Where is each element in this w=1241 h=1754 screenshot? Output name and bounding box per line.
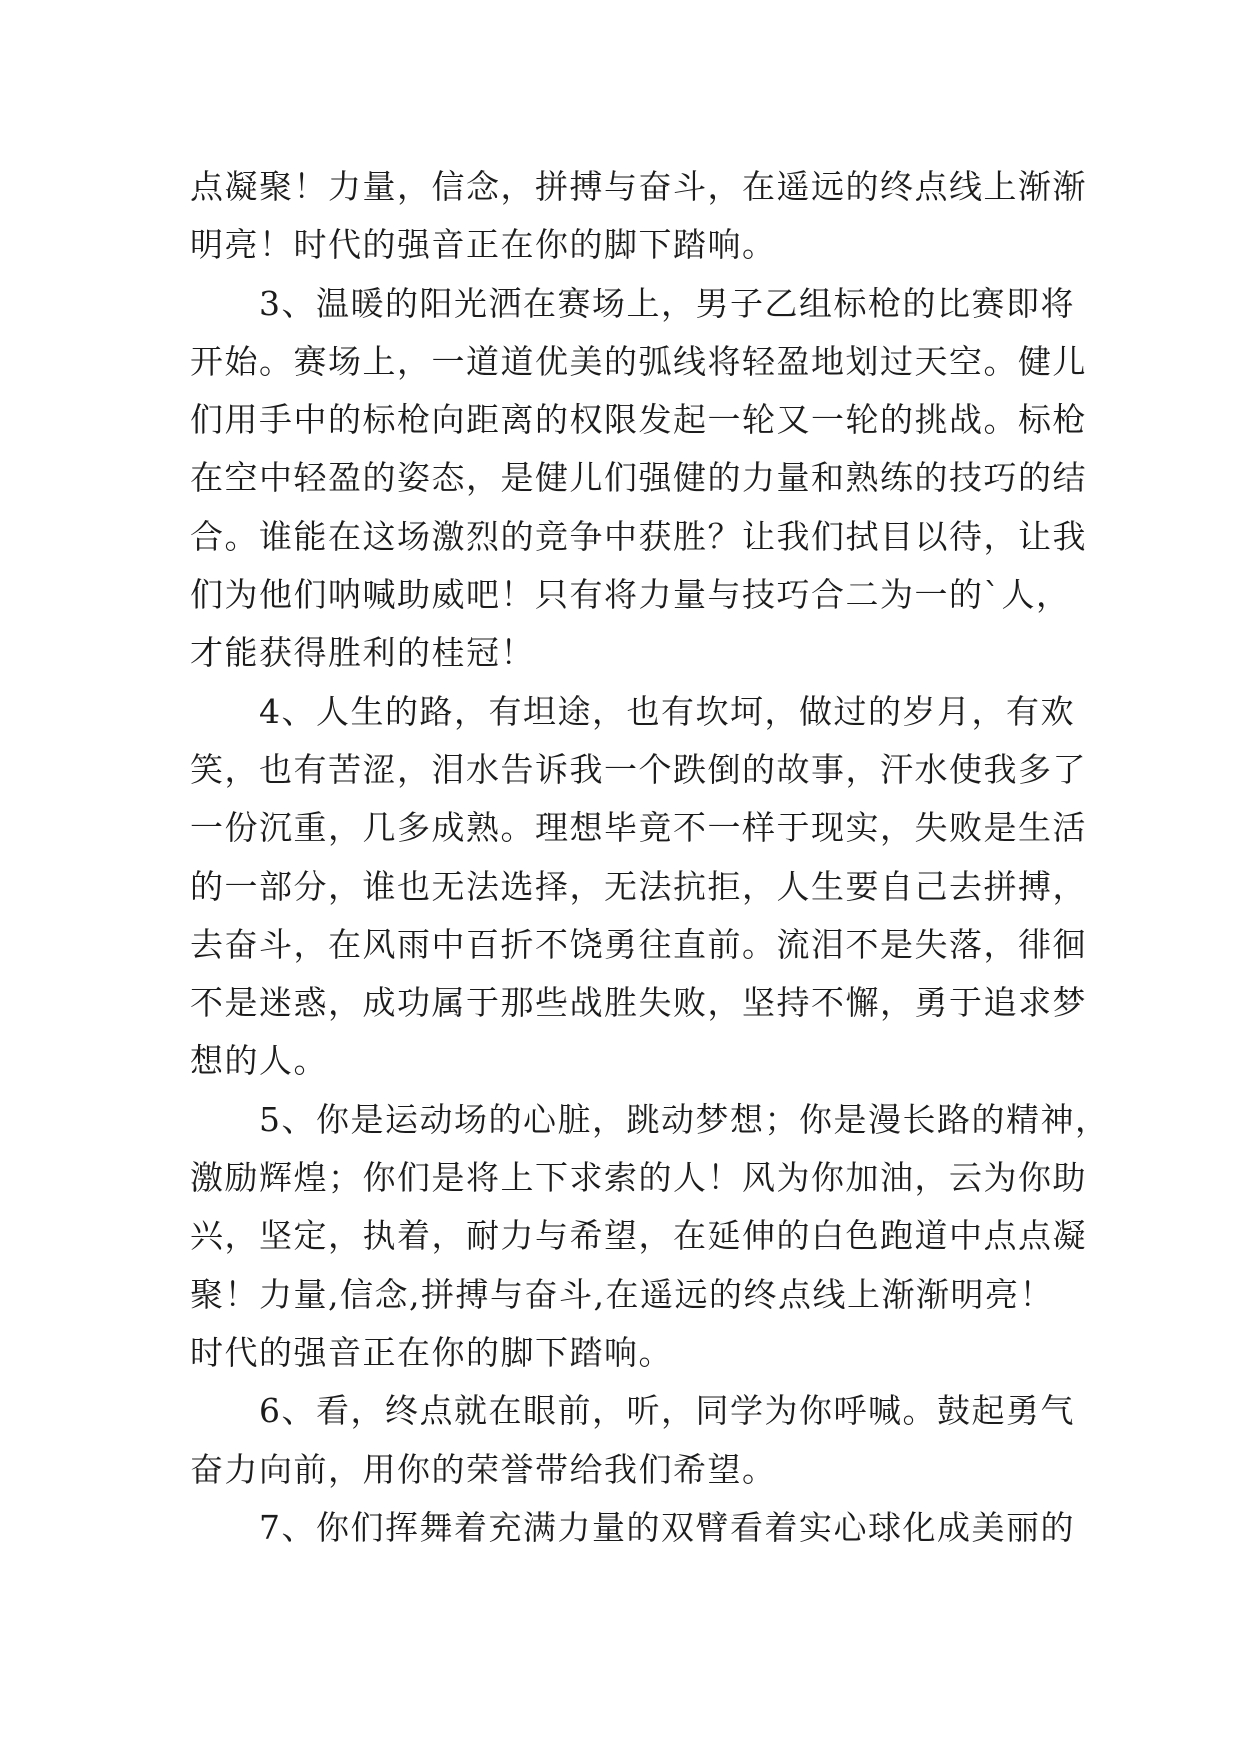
- text-line: 的一部分，谁也无法选择，无法抗拒，人生要自己去拼搏，: [190, 866, 1087, 906]
- text-line: 点凝聚！力量，信念，拼搏与奋斗，在遥远的终点线上渐渐: [190, 167, 1087, 206]
- text-line: 奋力向前，用你的荣誉带给我们希望。: [190, 1449, 777, 1489]
- text-line: 开始。赛场上，一道道优美的弧线将轻盈地划过天空。健儿: [190, 341, 1087, 381]
- paragraph-3-first-line: 3、温暖的阳光洒在赛场上，男子乙组标枪的比赛即将: [190, 283, 1075, 323]
- paragraph-7-first-line: 7、你们挥舞着充满力量的双臂看着实心球化成美丽的: [190, 1507, 1075, 1547]
- text-line: 想的人。: [190, 1041, 328, 1081]
- text-line: 兴，坚定，执着，耐力与希望，在延伸的白色跑道中点点凝: [190, 1216, 1087, 1256]
- text-line: 明亮！时代的强音正在你的脚下踏响。: [190, 225, 777, 265]
- text-line: 激励辉煌；你们是将上下求索的人！风为你加油，云为你助: [190, 1158, 1087, 1198]
- text-line: 不是迷惑，成功属于那些战胜失败，坚持不懈，勇于追求梦: [190, 983, 1087, 1023]
- text-line: 聚！力量,信念,拼搏与奋斗,在遥远的终点线上渐渐明亮！: [190, 1274, 1054, 1314]
- paragraph-5-first-line: 5、你是运动场的心脏，跳动梦想；你是漫长路的精神，: [190, 1099, 1110, 1139]
- text-line: 合。谁能在这场激烈的竞争中获胜？让我们拭目以待，让我: [190, 516, 1087, 556]
- paragraph-6-first-line: 6、看，终点就在眼前，听，同学为你呼喊。鼓起勇气: [190, 1391, 1075, 1431]
- paragraph-4-first-line: 4、人生的路，有坦途，也有坎坷，做过的岁月，有欢: [190, 691, 1075, 731]
- text-line: 一份沉重，几多成熟。理想毕竟不一样于现实，失败是生活: [190, 808, 1087, 848]
- text-line: 才能获得胜利的桂冠！: [190, 633, 535, 673]
- text-line: 时代的强音正在你的脚下踏响。: [190, 1332, 673, 1372]
- text-line: 笑，也有苦涩，泪水告诉我一个跌倒的故事，汗水使我多了: [190, 749, 1087, 789]
- text-line: 们用手中的标枪向距离的权限发起一轮又一轮的挑战。标枪: [190, 400, 1087, 440]
- document-body: [190, 158, 1110, 1557]
- text-line: 在空中轻盈的姿态，是健儿们强健的力量和熟练的技巧的结: [190, 458, 1087, 498]
- text-line: 去奋斗，在风雨中百折不饶勇往直前。流泪不是失落，徘徊: [190, 924, 1087, 964]
- text-line: 们为他们呐喊助威吧！只有将力量与技巧合二为一的`人，: [190, 575, 1071, 615]
